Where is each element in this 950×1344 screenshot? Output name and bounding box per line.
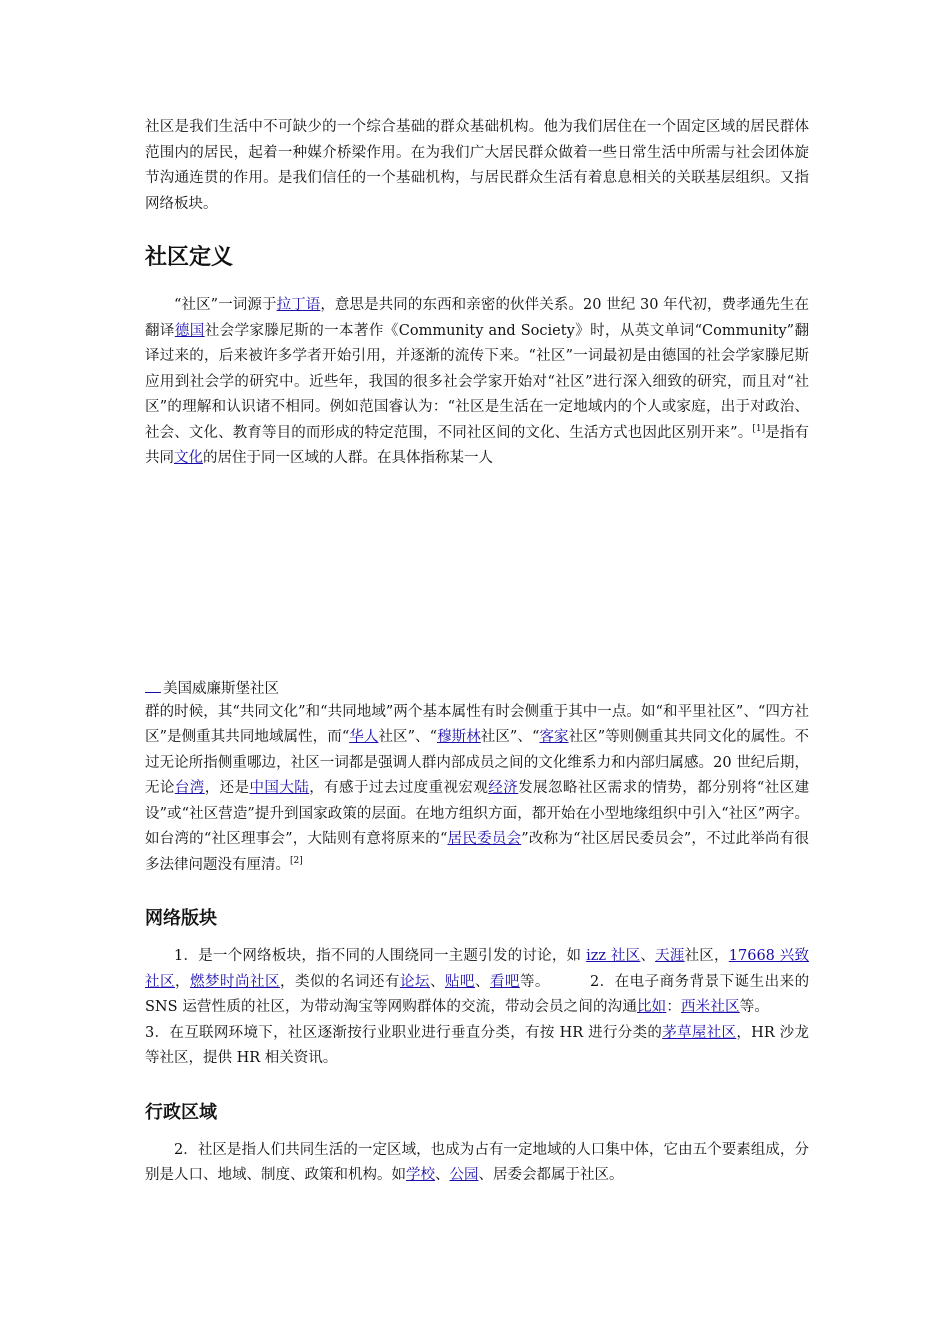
link-school[interactable]: 学校 — [406, 1167, 435, 1183]
link-ranmeng[interactable]: 燃梦时尚社区 — [190, 973, 280, 990]
text: ： — [666, 999, 682, 1015]
link-maocaowu[interactable]: 茅草屋社区 — [662, 1024, 737, 1041]
citation-2[interactable]: [2] — [290, 855, 303, 866]
citation-1[interactable]: [1] — [752, 423, 766, 434]
link-mainland-china[interactable]: 中国大陆 — [249, 780, 310, 796]
link-tieba[interactable]: 贴吧 — [444, 973, 475, 990]
text: 社区， — [684, 948, 729, 964]
text: 、 — [429, 973, 445, 990]
text: 社区”、“ — [480, 729, 540, 745]
link-germany[interactable]: 德国 — [174, 322, 205, 339]
text: 、居委会都属于社区。 — [478, 1167, 624, 1183]
link-example[interactable]: 比如 — [637, 999, 667, 1015]
text: 2．在电子商务背景下诞生出来的 SNS 运营性质的社区，为带动淘宝等网购群体的交流，带动会员之间的沟通 — [145, 973, 810, 1015]
text: ，有感于过去过度重视宏观 — [309, 780, 489, 796]
intro-paragraph: 社区是我们生活中不可缺少的一个综合基础的群众基础机构。他为我们居住在一个固定区域的居民群体范围内的居民，起着一种媒介桥梁作用。在为我们广大居民群众做着一些日常生活中所需与社会团体旋节沟通连贯的作用。是我们信任的一个基础机构，与居民群众生活有着息息相关的关联基层组织。又指网络板块。 — [145, 119, 809, 212]
caption-link-line[interactable] — [145, 692, 161, 693]
text: 、 — [435, 1167, 450, 1183]
link-tianya[interactable]: 天涯 — [655, 948, 685, 964]
text: ，类似的名词还有 — [279, 973, 400, 990]
document-page — [145, 115, 809, 1189]
link-economy[interactable]: 经济 — [488, 780, 519, 796]
text: 1．是一个网络板块，指不同的人围绕同一主题引发的讨论，如 — [174, 948, 587, 964]
text: 3．在互联网环境下，社区逐渐按行业职业进行垂直分类，有按 HR 进行分类的 — [145, 1024, 663, 1041]
caption-text: 美国威廉斯堡社区 — [163, 680, 279, 697]
link-ximi[interactable]: 西米社区 — [681, 999, 740, 1015]
link-muslim[interactable]: 穆斯林 — [437, 729, 481, 745]
text: 社区”等则侧重其共同文化的属性。不过无论所指侧重哪边，社区一词都是强调人群内部成员之间的文化维系力和内部归属感。20 世纪后期，无论 — [145, 729, 810, 796]
image-caption — [145, 678, 809, 700]
link-chinese[interactable]: 华人 — [349, 729, 379, 745]
text: ，HR 沙龙等社区，提供 HR 相关资讯。 — [145, 1024, 809, 1066]
link-residents-committee[interactable]: 居民委员会 — [447, 831, 522, 847]
text: 的居住于同一区域的人群。在具体指称某一人 — [203, 450, 493, 466]
text: ， — [175, 973, 190, 990]
text: 社会学家滕尼斯的一本著作《Community and Society》时，从英文单词“Community”翻译过来的，后来被许多学者开始引用，并逐渐的流传下来。“社区”一词最初是由德国的社会学家滕尼斯应用到社会学的研究中。近些年，我国的很多社会学家开始对“社区”进行深入细致的研究，而且对“社区”的理解和认识诸不相同。例如范国睿认为：“社区是生活在一定地域内的个人或家庭，出于对政治、社会、文化、教育等目的而形成的特定范围，不同社区间的文化、生活方式也因此区别开来”。 — [145, 322, 810, 441]
text: 社区”、“ — [378, 729, 438, 745]
text: 是指有共同 — [145, 424, 809, 466]
text: ”改称为“社区居民委员会”，不过此举尚有很多法律问题没有厘清。 — [145, 831, 809, 873]
link-forum[interactable]: 论坛 — [399, 973, 430, 990]
section-heading-definition: 社区定义 — [145, 245, 234, 270]
section-heading-network: 网络版块 — [145, 908, 217, 929]
text: ，还是 — [204, 780, 250, 796]
link-taiwan[interactable]: 台湾 — [174, 780, 205, 796]
network-paragraph — [145, 944, 809, 1072]
link-hakka[interactable]: 客家 — [539, 729, 569, 745]
definition-paragraph — [145, 293, 809, 472]
link-izz[interactable]: izz 社区 — [586, 948, 641, 964]
text: 、 — [640, 948, 656, 964]
text: 、 — [474, 973, 490, 990]
admin-paragraph — [145, 1138, 809, 1189]
continuation-paragraph — [145, 700, 809, 879]
link-culture[interactable]: 文化 — [174, 450, 203, 466]
text: 等。 — [739, 999, 770, 1015]
link-kanba[interactable]: 看吧 — [489, 973, 520, 990]
text: 群的时候，其“共同文化”和“共同地域”两个基本属性有时会侧重于其中一点。如“和平里社区”、“四方社区”是侧重其共同地域属性，而“ — [145, 703, 809, 745]
link-latin[interactable]: 拉丁语 — [276, 297, 321, 313]
image-placeholder — [145, 472, 809, 678]
text: 2．社区是指人们共同生活的一定区域，也成为占有一定地域的人口集中体，它由五个要素组成，分别是人口、地域、制度、政策和机构。如 — [145, 1141, 809, 1183]
link-17668[interactable]: 17668 兴致社区 — [145, 948, 809, 990]
text: ，意思是共同的东西和亲密的伙伴关系。20 世纪 30 年代初，费孝通先生在翻译 — [145, 297, 810, 339]
text: “社区”一词源于 — [174, 297, 277, 313]
section-heading-admin: 行政区域 — [145, 1101, 217, 1123]
text: 等。 — [519, 973, 550, 990]
link-park[interactable]: 公园 — [449, 1167, 479, 1183]
text: 发展忽略社区需求的情势，都分别将“社区建设”或“社区营造”提升到国家政策的层面。在地方组织方面，都开始在小型地缘组织中引入“社区”两字。如台湾的“社区理事会”，大陆则有意将原来的“ — [145, 780, 810, 847]
